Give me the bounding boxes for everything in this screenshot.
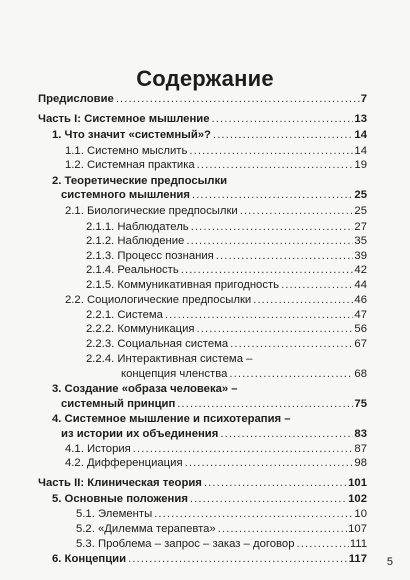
toc-entry-page: 117	[348, 553, 367, 565]
toc-entry-page: 10	[354, 508, 367, 520]
toc-entry-label: 2.2.4. Интерактивная система –	[86, 353, 253, 365]
toc-entry-page: 56	[354, 323, 367, 335]
toc-entry	[65, 157, 367, 172]
toc-entry-label: 2.1.2. Наблюдение	[86, 235, 185, 247]
toc-entry-page: 42	[354, 264, 367, 276]
toc-entry-label: 5.1. Элементы	[76, 508, 153, 520]
dot-leader	[253, 294, 353, 307]
toc-entry-page: 46	[354, 294, 367, 306]
toc-entry	[76, 536, 367, 551]
dot-leader	[192, 189, 353, 202]
toc-entry	[61, 187, 367, 202]
toc-entry-label: из истории их объединения	[61, 428, 219, 440]
toc-entry	[52, 381, 367, 396]
toc-entry	[86, 321, 367, 336]
toc-entry	[86, 277, 367, 292]
toc-entry	[61, 426, 367, 441]
toc-entry-page: 67	[354, 338, 367, 350]
toc-entry-page: 27	[354, 221, 367, 233]
toc-entry-label: 5. Основные положения	[52, 493, 188, 505]
dot-leader	[197, 323, 354, 336]
dot-leader	[177, 398, 353, 411]
toc-entry-label: 2.2.2. Коммуникация	[86, 323, 195, 335]
dot-leader	[218, 523, 347, 536]
toc-entry-page: 39	[354, 250, 367, 262]
toc-entry-label: 4.2. Дифференциация	[65, 457, 183, 469]
toc-entry-label: системного мышления	[61, 189, 190, 201]
toc-entry-page: 107	[348, 523, 367, 535]
toc-entry-label: 1.2. Системная практика	[65, 159, 195, 171]
toc-entry	[65, 143, 367, 158]
dot-leader	[230, 338, 353, 351]
toc-entry	[76, 506, 367, 521]
toc-entry	[86, 248, 367, 263]
toc-entry	[86, 336, 367, 351]
toc-entry-page: 35	[354, 235, 367, 247]
toc-entry-page: 7	[360, 93, 367, 105]
toc-entry	[52, 551, 367, 566]
toc-entry-page: 75	[354, 398, 367, 410]
toc-entry-page: 25	[354, 189, 367, 201]
toc-entry	[121, 366, 367, 381]
dot-leader	[186, 235, 353, 248]
dot-leader	[154, 508, 353, 521]
toc-entry-label: Предисловие	[38, 93, 114, 105]
toc-entry	[86, 233, 367, 248]
toc-entry-label: 2.2.3. Социальная система	[86, 338, 229, 350]
toc-entry	[86, 351, 367, 366]
page-number: 5	[386, 556, 393, 568]
toc-entry-page: 13	[354, 113, 367, 125]
toc-entry-label: 5.2. «Дилемма терапевта»	[76, 523, 216, 535]
toc-entry-label: 4.1. История	[65, 443, 131, 455]
toc-entry	[86, 262, 367, 277]
dot-leader	[197, 159, 354, 172]
toc-entry-label: 5.3. Проблема – запрос – заказ – договор	[76, 538, 295, 550]
toc-entry-label: Часть II: Клиническая теория	[38, 477, 202, 489]
dot-leader	[181, 264, 354, 277]
dot-leader	[213, 129, 353, 142]
toc-entry-page: 111	[349, 538, 367, 550]
toc-entry	[52, 411, 367, 426]
toc-entry-label: 2.1.1. Наблюдатель	[86, 221, 189, 233]
toc-entry-page: 19	[354, 159, 367, 171]
toc-entry	[38, 111, 367, 126]
toc-entry-page: 44	[354, 279, 367, 291]
dot-leader	[229, 368, 353, 381]
toc-entry-label: 2.1.3. Процесс познания	[86, 250, 214, 262]
toc-entry	[76, 521, 367, 536]
toc-entry-page: 25	[354, 205, 367, 217]
dot-leader	[220, 428, 353, 441]
toc-entry-page: 14	[354, 129, 367, 141]
toc-entry	[86, 307, 367, 322]
toc-entry-label: 6. Концепции	[52, 553, 127, 565]
toc-entry	[65, 441, 367, 456]
toc-entry-label: 1. Что значит «системный»?	[52, 129, 211, 141]
toc-entry-page: 68	[354, 368, 367, 380]
toc-entry-label: 4. Системное мышление и психотерапия –	[52, 413, 291, 425]
toc-entry	[65, 203, 367, 218]
dot-leader	[204, 477, 347, 490]
toc-entry-label: 2.1.4. Реальность	[86, 264, 179, 276]
dot-leader	[281, 279, 353, 292]
toc-entry	[38, 475, 367, 490]
toc-entry	[61, 396, 367, 411]
toc-entry	[65, 292, 367, 307]
toc-entry	[38, 91, 367, 106]
dot-leader	[297, 538, 349, 551]
toc-entry-label: 2. Теоретические предпосылки	[52, 175, 228, 187]
dot-leader	[185, 457, 354, 470]
dot-leader	[190, 493, 347, 506]
toc-entry-label: Часть I: Системное мышление	[38, 113, 210, 125]
toc-entry-label: 2.2. Социологические предпосылки	[65, 294, 252, 306]
toc-entry	[65, 455, 367, 470]
toc-entry-page: 47	[354, 309, 367, 321]
toc-entry-label: 2.1. Биологические предпосылки	[65, 205, 238, 217]
dot-leader	[240, 205, 354, 218]
toc-entry-label: 2.1.5. Коммуникативная пригодность	[86, 279, 280, 291]
dot-leader	[116, 93, 360, 106]
toc-entry-label: 2.2.1. Система	[86, 309, 163, 321]
toc-entry-page: 83	[354, 428, 367, 440]
toc-entry	[52, 491, 367, 506]
toc-entry-label: 3. Создание «образа человека» –	[52, 383, 238, 395]
toc-entry	[86, 219, 367, 234]
page-title: Содержание	[136, 66, 274, 91]
toc-entry-label: системный принцип	[61, 398, 176, 410]
dot-leader	[212, 113, 354, 126]
toc-entry-label: 1.1. Системно мыслить	[65, 145, 188, 157]
toc-entry-page: 101	[348, 477, 367, 489]
toc-entry-page: 87	[354, 443, 367, 455]
toc-entry-page: 102	[348, 493, 367, 505]
dot-leader	[128, 553, 348, 566]
toc-entry	[52, 173, 367, 188]
toc-entry-page: 98	[354, 457, 367, 469]
toc-entry-page: 14	[354, 145, 367, 157]
toc-entry	[52, 127, 367, 142]
toc-entry-label: концепция членства	[121, 368, 228, 380]
